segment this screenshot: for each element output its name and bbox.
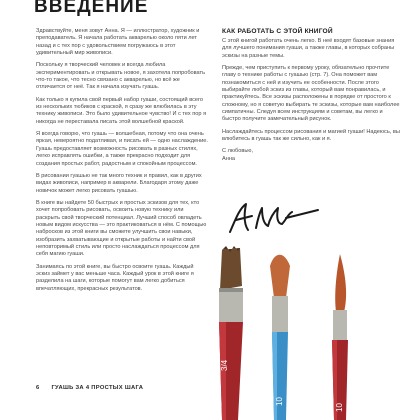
flat-brush-icon xyxy=(219,246,243,420)
brushes-illustration xyxy=(200,246,420,420)
intro-paragraph: Я всегда говорю, что гуашь — волшебная, потому что она очень яркая, невероятно податливая, и писать ей — одно наслаждение. Гуашь предоставляет возможность рисовать в разных стилях, легко исправлять ошибки, а также прекрасно подходит для создания простых работ, радостным и спокойным процессом. xyxy=(36,131,208,167)
page-number: 6 xyxy=(36,385,40,391)
intro-paragraph: Здравствуйте, меня зовут Анна. Я — иллюстратор, художник и преподаватель. Я начала работать акварелью около пяти лет назад и с тех пор с удовольствием погружаюсь в этот удивительный мир живописи. xyxy=(36,28,200,57)
brush-size-label: 10 xyxy=(335,403,344,412)
intro-paragraph: В рисовании гуашью не так много техник и правил, как в других видах живописи, например в акварели. Благодаря этому даже новичок может легко рисовать гуашью. xyxy=(36,172,202,194)
how-to-use-column xyxy=(222,28,400,163)
section-heading: КАК РАБОТАТЬ С ЭТОЙ КНИГОЙ xyxy=(222,28,333,35)
book-title: ГУАШЬ ЗА 4 ПРОСТЫХ ШАГА xyxy=(51,385,144,391)
page-footer xyxy=(36,385,143,391)
intro-column xyxy=(36,28,208,298)
round-brush-icon xyxy=(270,255,290,420)
intro-paragraph: Поскольку я творческий человек и всегда любила экспериментировать и открывать новое, я захотела попробовать что-то такое, что тесно связано с акварелью, но всё же отличается от неё. Так я начала изучать гуашь. xyxy=(36,62,206,91)
brush-size-label: 3/4 xyxy=(220,359,229,371)
detail-brush-icon xyxy=(332,254,348,420)
page-title: ВВЕДЕНИЕ xyxy=(34,0,149,17)
how-to-paragraph: Прежде, чем приступить к первому уроку, обязательно прочтите главу о технике работы с гуашью (стр. 7). Она поможет вам познакомиться с ней и изучить ее особенности. После этого выбирайте любой эскиз из главы, который вам понравилась, и практикуйтесь. Все эскизы расположены в порядке от простого к сложному, но я советую выбирать те эскизы, которые вам наиболее симпатичны. Следуя всем инструкциям и советам, вы легко и быстро получите замечательный рисунок. xyxy=(222,65,400,123)
signature-image xyxy=(222,200,332,236)
how-to-paragraph: Наслаждайтесь процессом рисования и магией гуаши! Надеюсь, вы влюбитесь в гуашь так же сильно, как и я. xyxy=(222,128,400,143)
closing-text: С любовью, xyxy=(222,148,254,155)
author-name: Анна xyxy=(222,155,236,162)
intro-paragraph: Как только я купила свой первый набор гуаши, состоящий всего из нескольких тюбиков с краской, я сразу же влюбилась в эту технику живописи. Это было удивительное чувство! И с тех пор я никогда не переставала писать этой волшебной краской. xyxy=(36,96,207,125)
intro-paragraph: В книге вы найдете 50 быстрых и простых эскизов для тех, кто хочет попробовать рисовать, освоить новую технику или раскрыть свой творческий потенциал. Лучший способ овладеть новым видом искусства — это практиковаться в нём. С помощью набросков из этой книги вы сможете улучшить свои навыки, изобразить захватывающие и открытые работы и найти свой неповторимый стиль или просто наслаждаться процессом для себя магию гуаши. xyxy=(36,199,207,258)
brush-size-label: 10 xyxy=(275,397,284,406)
how-to-paragraph: С этой книгой работать очень легко. В неё входят базовые знания для лучшего понимания гуаши, а также главы, в которых собраны эскизы на разные темы. xyxy=(222,38,395,59)
intro-paragraph: Занимаясь по этой книге, вы быстро освоите гуашь. Каждый эскиз займет у вас меньше часа. Каждый урок в этой книге я разделила на шаги, которые помогут вам легко добиться впечатляющих, прекрасных результатов. xyxy=(36,263,194,292)
